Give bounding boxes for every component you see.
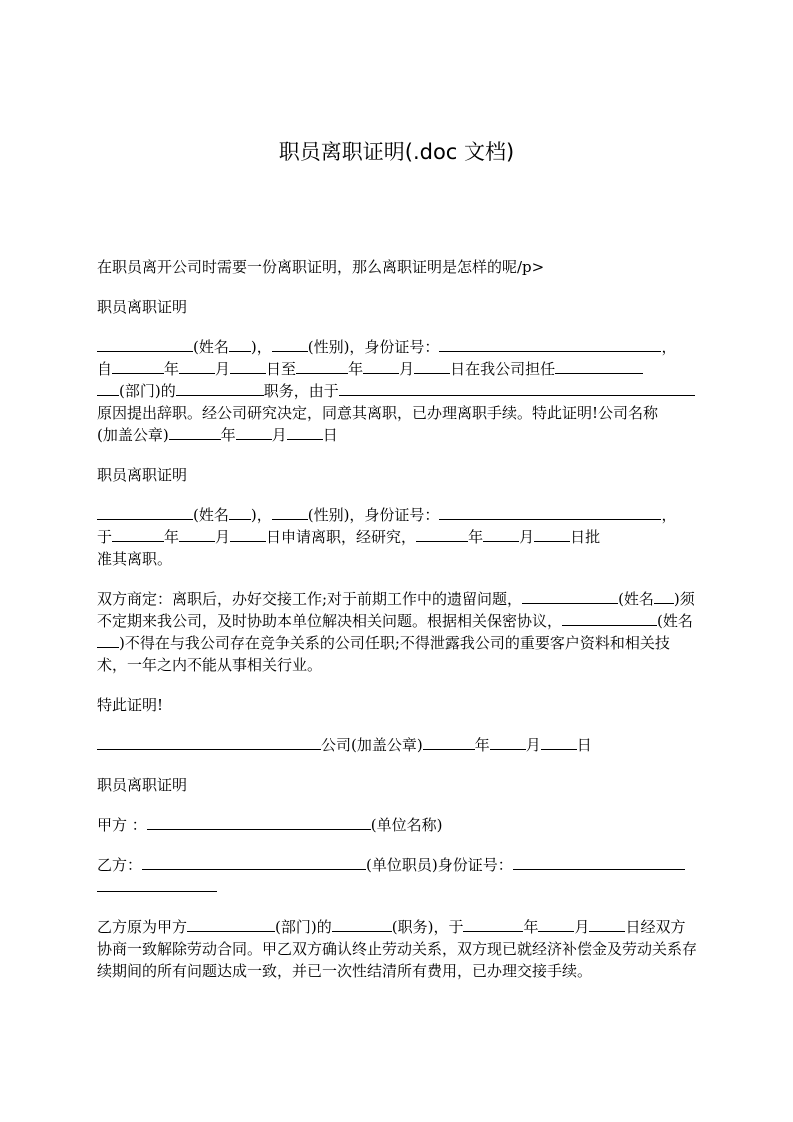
text: 年 [468, 528, 484, 546]
position-blank [555, 358, 643, 374]
blank [416, 526, 468, 542]
text: (姓名 [193, 338, 229, 356]
signature-line [97, 734, 699, 756]
gender-blank [272, 336, 308, 352]
employee-blank [142, 854, 366, 870]
text: 年 [164, 360, 180, 378]
text: (单位名称) [370, 816, 443, 834]
text: (单位职员)身份证号： [366, 856, 513, 874]
text: (部门)的 [275, 918, 332, 936]
text: (性别)，身份证号： [307, 506, 440, 524]
blank [179, 358, 215, 374]
text: 月 [215, 360, 231, 378]
company-blank [97, 734, 321, 750]
id-blank [513, 854, 685, 870]
blank [332, 916, 392, 932]
company-name-blank [147, 814, 371, 830]
document-title: 职员离职证明(.doc 文档) [278, 140, 515, 164]
gender-blank [272, 504, 308, 520]
blank [363, 358, 399, 374]
blank [483, 526, 519, 542]
text: 甲方 ： [97, 816, 147, 834]
closing-text: 特此证明! [97, 696, 164, 714]
text: 双方商定：离职后，办好交接工作;对于前期工作中的遗留问题， [97, 590, 523, 608]
blank [230, 358, 266, 374]
text: 乙方： [97, 856, 143, 874]
blank [287, 424, 323, 440]
section2-body [97, 504, 699, 570]
text: 经双方协商一致解除劳动合同。甲乙双方确认终止劳动关系，双方现已就经济补偿金及劳动关系存续期间的所有问题达成一致，并已一次性结清所有费用，已办理交接手续。 [97, 918, 698, 980]
agreement-paragraph [97, 588, 699, 676]
text: (姓名 [657, 612, 693, 630]
text: 月 [519, 528, 535, 546]
blank [522, 588, 618, 604]
text: 月 [574, 918, 590, 936]
name-blank [97, 336, 193, 352]
text: )， [250, 506, 272, 524]
text: 公司(加盖公章) [321, 736, 423, 754]
blank [589, 916, 625, 932]
text: (姓名 [618, 590, 654, 608]
blank [229, 336, 251, 352]
party-b-line [97, 854, 699, 898]
blank [112, 526, 164, 542]
blank [463, 916, 523, 932]
blank [97, 632, 119, 648]
id-blank [439, 504, 661, 520]
intro-paragraph: 在职员离开公司时需要一份离职证明，那么离职证明是怎样的呢/p> [97, 258, 545, 276]
blank [179, 526, 215, 542]
blank [112, 358, 164, 374]
text: 年 [523, 918, 539, 936]
party-a-line [97, 814, 699, 836]
text: (姓名 [193, 506, 229, 524]
text: 日 [322, 426, 338, 444]
text: (职务)，于 [391, 918, 464, 936]
blank [534, 526, 570, 542]
text: (加盖公章) [97, 426, 169, 444]
text: 日在我公司担任 [450, 360, 556, 378]
text: 年 [164, 528, 180, 546]
name-blank [97, 504, 193, 520]
text: 自 [97, 360, 113, 378]
text: )不得在与我公司存在竞争关系的公司任职;不得泄露我公司的重要客户资料和相关技术，一年之内不能从事相关行业。 [97, 634, 670, 674]
blank [414, 358, 450, 374]
blank [169, 424, 221, 440]
text: ， [661, 338, 677, 356]
blank [296, 358, 348, 374]
text: 日申请离职，经研究， [266, 528, 417, 546]
blank [538, 916, 574, 932]
id-blank [439, 336, 661, 352]
text: )， [250, 338, 272, 356]
text: 原因提出辞职。经公司研究决定，同意其离职，已办理离职手续。特此证明!公司名称 [97, 404, 659, 422]
text: 日 [625, 918, 641, 936]
text: 日 [576, 736, 592, 754]
blank [97, 380, 119, 396]
blank [423, 734, 475, 750]
blank [229, 504, 251, 520]
text: 月 [525, 736, 541, 754]
text: (部门)的 [119, 382, 176, 400]
section1-heading: 职员离职证明 [97, 298, 188, 316]
text: 年 [220, 426, 236, 444]
section1-body [97, 336, 699, 446]
document-body [97, 256, 699, 1000]
text: (性别)，身份证号： [307, 338, 440, 356]
blank [562, 610, 635, 626]
text: 日至 [266, 360, 297, 378]
blank [176, 380, 264, 396]
text: ， [661, 506, 677, 524]
text: 日批 [570, 528, 601, 546]
section3-heading: 职员离职证明 [97, 776, 188, 794]
text: )须不定期来我公司，及时协助本单位解决相关问题。根据相关保密协议， [97, 590, 695, 630]
blank [654, 588, 664, 604]
blank [230, 526, 266, 542]
blank [635, 610, 657, 626]
text: 准其离职。 [97, 550, 173, 568]
text: 乙方原为甲方 [97, 918, 188, 936]
text: 年 [474, 736, 490, 754]
blank [236, 424, 272, 440]
id-blank-continued [97, 876, 217, 892]
blank [490, 734, 526, 750]
blank [187, 916, 275, 932]
termination-paragraph [97, 916, 699, 982]
text: 月 [271, 426, 287, 444]
text: 月 [215, 528, 231, 546]
text: 职务，由于 [263, 382, 339, 400]
text: 年 [348, 360, 364, 378]
section2-heading: 职员离职证明 [97, 466, 188, 484]
text: 于 [97, 528, 113, 546]
blank [664, 588, 674, 604]
blank [541, 734, 577, 750]
reason-blank [339, 380, 695, 396]
text: 月 [399, 360, 415, 378]
